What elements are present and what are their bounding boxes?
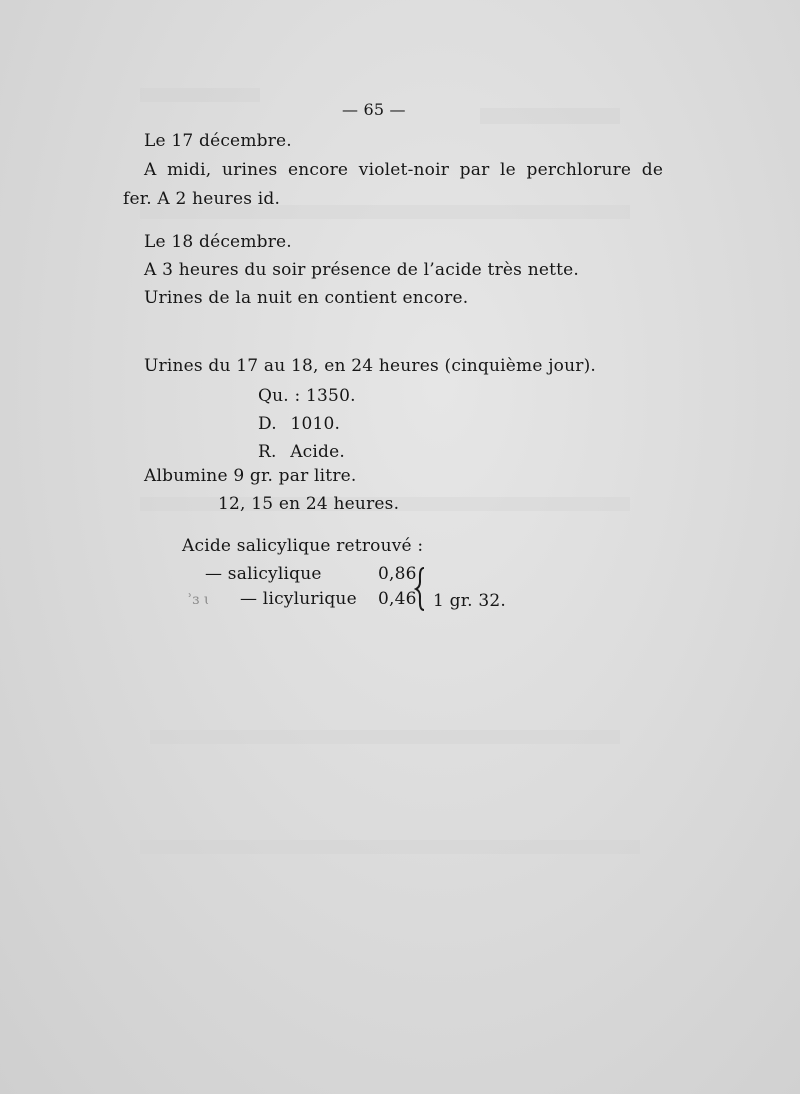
quantity-value: Qu. : 1350.	[258, 386, 356, 406]
bleed-through-mark	[140, 840, 640, 854]
bleed-through-mark	[150, 730, 620, 744]
entry-line: A 3 heures du soir présence de l’acide très nette.	[144, 260, 580, 280]
acid-row-label: — salicylique	[205, 564, 322, 584]
ink-smudge: ʾɜ ɩ	[188, 592, 210, 608]
bleed-through-mark	[140, 88, 260, 102]
entry-heading-dec18: Le 18 décembre.	[144, 232, 292, 252]
urines-header: Urines du 17 au 18, en 24 heures (cinquième jour).	[144, 356, 597, 376]
albumine-total: 12, 15 en 24 heures.	[218, 494, 400, 514]
entry-line: Urines de la nuit en contient encore.	[144, 288, 469, 308]
brace-mark	[414, 566, 430, 612]
entry-heading-dec17: Le 17 décembre.	[144, 131, 292, 151]
entry-line: A midi, urines encore violet-noir par le perchlorure de	[144, 160, 664, 180]
acid-row-label: — licylurique	[240, 589, 357, 609]
albumine-line: Albumine 9 gr. par litre.	[144, 466, 357, 486]
density-value: D. 1010.	[258, 414, 341, 434]
acid-recovered-title: Acide salicylique retrouvé :	[182, 536, 424, 556]
acid-row-value: 0,46	[378, 589, 417, 609]
bleed-through-mark	[480, 108, 620, 124]
page-number: — 65 —	[342, 100, 406, 119]
reaction-value: R. Acide.	[258, 442, 345, 462]
acid-row-value: 0,86	[378, 564, 417, 584]
acid-total: 1 gr. 32.	[433, 591, 507, 611]
entry-line: fer. A 2 heures id.	[123, 189, 281, 209]
